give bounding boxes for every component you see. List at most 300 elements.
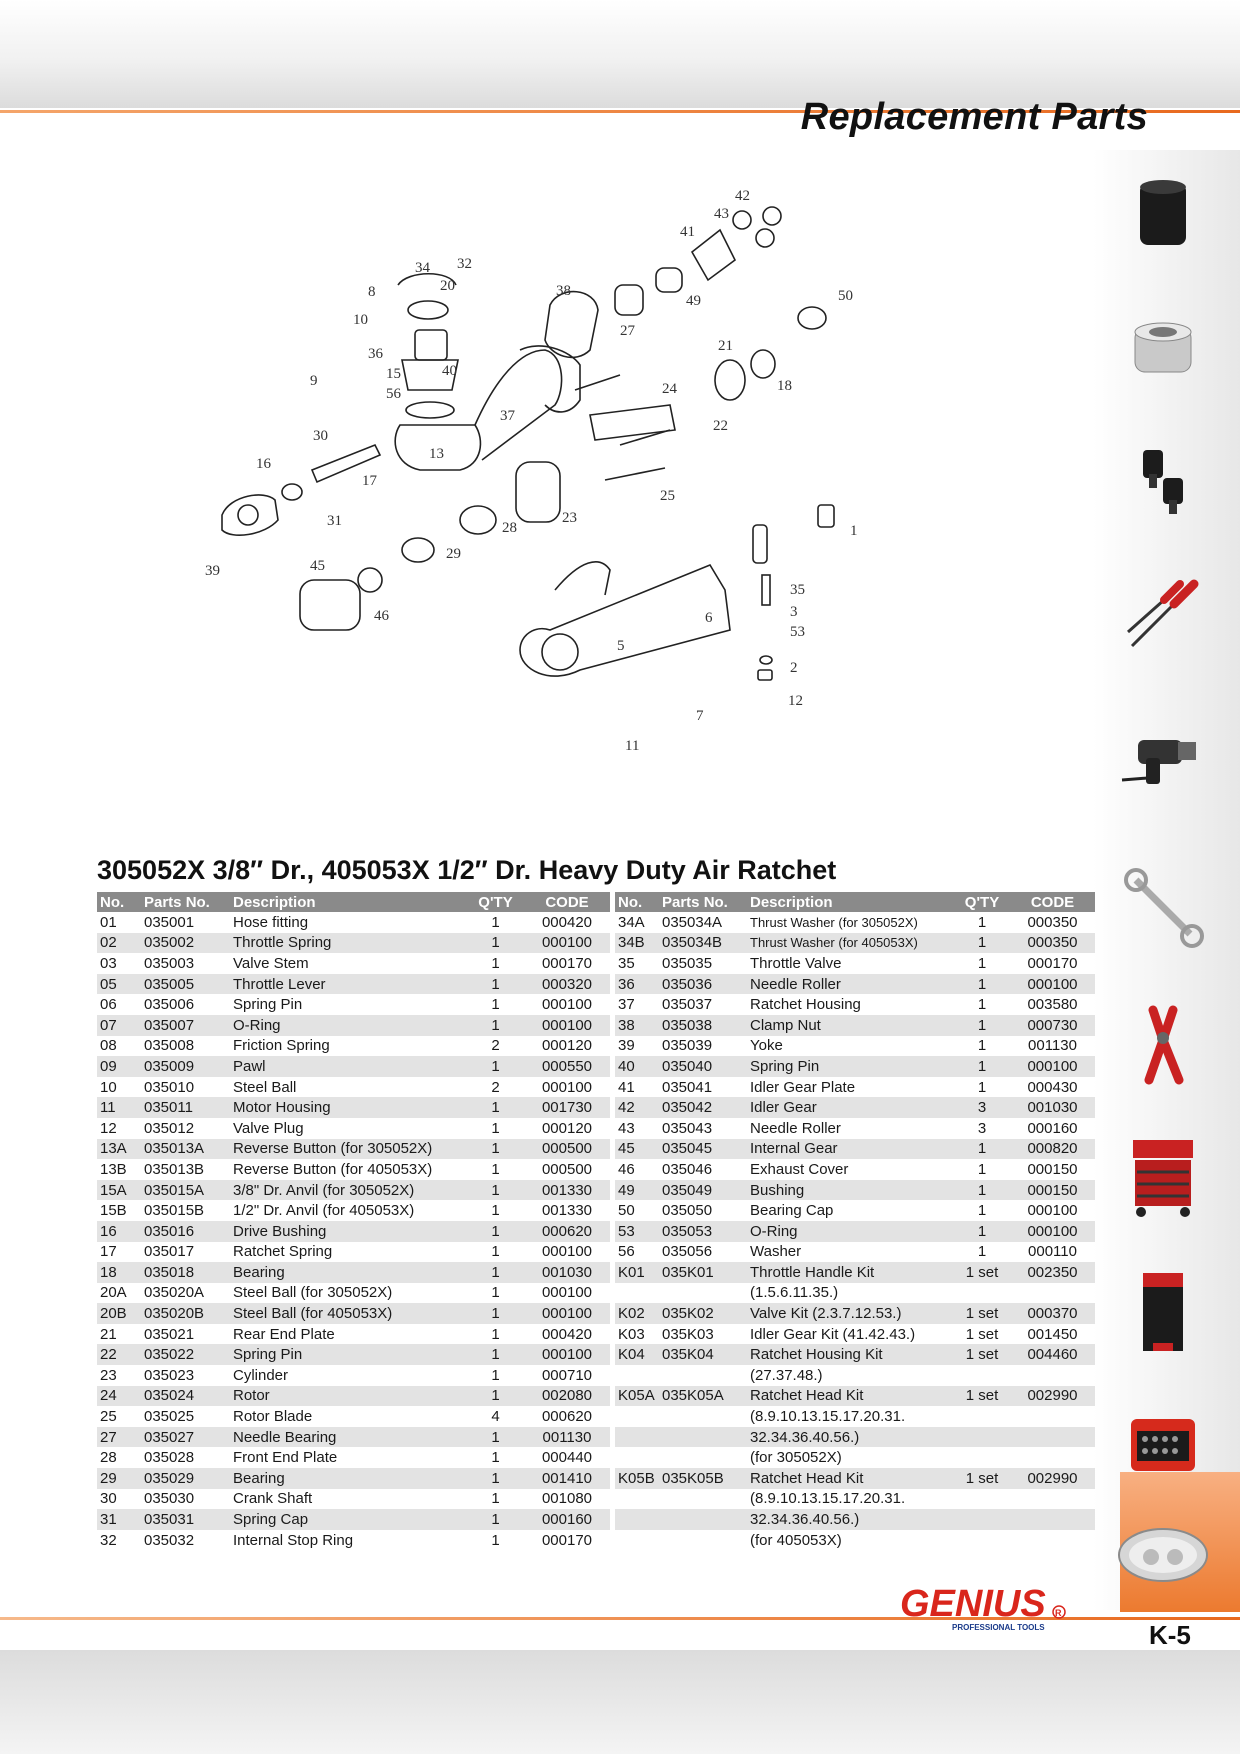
table-row xyxy=(97,1427,610,1448)
table-row xyxy=(97,1283,610,1304)
cell-code: 000420 xyxy=(541,1325,593,1343)
table-row xyxy=(97,1406,610,1427)
cell-parts-no: 035053 xyxy=(659,1221,747,1242)
cell-parts-no: 035042 xyxy=(659,1097,747,1118)
cell-description: Throttle Lever xyxy=(230,974,467,995)
cell-code: 000160 xyxy=(1027,1119,1078,1137)
cell-code: 002080 xyxy=(524,1386,610,1407)
cell-description: O-Ring xyxy=(230,1015,467,1036)
table-row xyxy=(615,1509,1095,1530)
cell-qty: 1 xyxy=(977,1037,987,1055)
rotor-blades xyxy=(575,375,670,480)
cell-qty: 1 xyxy=(491,1202,500,1220)
svg-text:25: 25 xyxy=(660,488,675,504)
header-no: No. xyxy=(97,892,141,912)
svg-text:6: 6 xyxy=(705,610,713,626)
cell-description: 32.34.36.40.56.) xyxy=(747,1509,954,1530)
cell-parts-no: 035036 xyxy=(659,974,747,995)
drive-bushing xyxy=(282,484,302,500)
table-row xyxy=(615,933,1095,954)
table-row xyxy=(97,1015,610,1036)
cell-code: 003580 xyxy=(1027,996,1078,1014)
cell-no: 46 xyxy=(618,1160,635,1178)
impact-wrench-icon[interactable] xyxy=(1108,712,1218,802)
cell-description: Thrust Washer (for 305052X) xyxy=(750,914,918,930)
header-parts-no: Parts No. xyxy=(141,892,230,912)
cell-code: 001030 xyxy=(1010,1097,1095,1118)
cell-qty: 1 xyxy=(467,1468,524,1489)
svg-text:30: 30 xyxy=(313,428,328,444)
cell-qty: 1 set xyxy=(954,1344,1010,1365)
cell-no: 21 xyxy=(100,1325,117,1343)
cell-no: 15A xyxy=(97,1180,141,1201)
cell-description: Throttle Valve xyxy=(750,954,842,972)
cell-qty: 1 xyxy=(954,1139,1010,1160)
bearing-cap xyxy=(798,307,826,329)
tool-board-icon[interactable] xyxy=(1108,1265,1218,1355)
housing-port xyxy=(542,634,578,670)
cell-no: 20A xyxy=(100,1284,127,1302)
cell-no xyxy=(615,1447,659,1468)
cell-qty: 1 xyxy=(977,996,987,1014)
yoke xyxy=(222,495,278,535)
cell-description: Pawl xyxy=(230,1056,467,1077)
table-row xyxy=(97,1200,610,1221)
cell-no xyxy=(615,1427,659,1448)
cell-code: 000320 xyxy=(524,974,610,995)
svg-text:38: 38 xyxy=(556,283,571,299)
cell-no xyxy=(615,1365,659,1386)
table-row xyxy=(615,1097,1095,1118)
cell-description: Ratchet Spring xyxy=(233,1243,333,1261)
cell-qty: 1 set xyxy=(954,1262,1010,1283)
cell-description: Bearing xyxy=(230,1262,467,1283)
cell-parts-no: 035045 xyxy=(659,1139,747,1160)
cell-qty: 1 xyxy=(467,1056,524,1077)
cell-parts-no: 035015B xyxy=(144,1202,205,1220)
cell-description: Reverse Button (for 405053X) xyxy=(233,1160,433,1178)
header-code: CODE xyxy=(1010,892,1095,912)
cell-qty: 1 xyxy=(467,1139,524,1160)
svg-text:7: 7 xyxy=(696,708,704,724)
cell-code: 000500 xyxy=(541,1160,593,1178)
table-row xyxy=(97,1221,610,1242)
cell-parts-no: 035K04 xyxy=(659,1344,747,1365)
cell-no: 38 xyxy=(615,1015,659,1036)
cell-qty: 1 xyxy=(491,1160,500,1178)
table-row xyxy=(97,1324,610,1345)
anvil xyxy=(415,330,447,360)
cell-parts-no: 035037 xyxy=(662,996,713,1014)
cell-qty: 1 xyxy=(467,974,524,995)
cell-code: 001330 xyxy=(524,1180,610,1201)
cell-no: 31 xyxy=(97,1509,141,1530)
housing-neck xyxy=(520,346,580,412)
cell-no: 08 xyxy=(100,1037,117,1055)
cell-no: 49 xyxy=(615,1180,659,1201)
cell-no: 12 xyxy=(100,1119,117,1137)
cell-code xyxy=(1010,1365,1095,1386)
cell-qty: 1 xyxy=(491,1119,500,1137)
cell-description: Steel Ball (for 305052X) xyxy=(233,1284,393,1302)
cell-description: Valve Stem xyxy=(233,954,309,972)
cell-no: 45 xyxy=(615,1139,659,1160)
table-row xyxy=(97,1159,610,1180)
cell-code xyxy=(1010,1283,1095,1304)
cell-code: 000350 xyxy=(1010,933,1095,954)
cell-parts-no: 035040 xyxy=(659,1056,747,1077)
cell-code: 000100 xyxy=(541,1284,593,1302)
cell-no: 24 xyxy=(97,1386,141,1407)
cell-code: 000100 xyxy=(524,1344,610,1365)
svg-text:12: 12 xyxy=(788,693,803,709)
thrust-washer xyxy=(408,301,448,319)
table-row xyxy=(615,1159,1095,1180)
cell-parts-no: 035K01 xyxy=(659,1262,747,1283)
svg-text:1: 1 xyxy=(850,523,858,539)
cell-parts-no: 035046 xyxy=(662,1160,713,1178)
svg-text:43: 43 xyxy=(714,206,729,222)
cell-no: 05 xyxy=(97,974,141,995)
cell-parts-no: 035034A xyxy=(662,913,723,931)
cell-qty: 1 xyxy=(467,1180,524,1201)
table-row xyxy=(615,1489,1095,1510)
cell-no: 06 xyxy=(100,996,117,1014)
table-row xyxy=(615,1036,1095,1057)
cell-code: 001450 xyxy=(1027,1325,1078,1343)
table-row xyxy=(97,994,610,1015)
cell-qty: 1 set xyxy=(965,1325,999,1343)
cell-no: 32 xyxy=(100,1531,117,1549)
cell-qty xyxy=(954,1447,1010,1468)
cell-parts-no: 035K02 xyxy=(659,1303,747,1324)
cell-code: 000350 xyxy=(1027,913,1078,931)
cell-description: Throttle Spring xyxy=(230,933,467,954)
genius-logo xyxy=(900,1580,1070,1632)
cell-code: 000620 xyxy=(524,1221,610,1242)
cell-description: Idler Gear Kit (41.42.43.) xyxy=(750,1325,916,1343)
cell-description: Spring Pin xyxy=(233,996,303,1014)
cell-parts-no: 035038 xyxy=(659,1015,747,1036)
cell-qty: 1 xyxy=(954,933,1010,954)
svg-text:21: 21 xyxy=(718,338,733,354)
cell-no: 37 xyxy=(618,996,635,1014)
cell-description: Valve Plug xyxy=(233,1119,304,1137)
cell-qty xyxy=(954,1365,1010,1386)
svg-text:36: 36 xyxy=(368,346,383,362)
throttle-lever xyxy=(555,562,610,595)
throttle-valve xyxy=(753,525,767,563)
needle-bearing xyxy=(615,285,643,315)
cell-parts-no: 035009 xyxy=(141,1056,230,1077)
cell-parts-no: 035025 xyxy=(144,1408,195,1426)
table-row xyxy=(97,1139,610,1160)
cell-description: Spring Pin xyxy=(230,1344,467,1365)
cell-no: 53 xyxy=(615,1221,659,1242)
svg-text:18: 18 xyxy=(777,378,792,394)
cell-code: 000620 xyxy=(541,1408,593,1426)
svg-text:50: 50 xyxy=(838,288,853,304)
socket-icon[interactable] xyxy=(1108,170,1218,260)
cell-description: Yoke xyxy=(750,1037,783,1055)
cell-parts-no: 035030 xyxy=(144,1490,195,1508)
motor-housing xyxy=(520,565,730,676)
cell-code: 001130 xyxy=(524,1427,610,1448)
rotor xyxy=(590,405,675,440)
cell-code: 000110 xyxy=(1028,1243,1077,1261)
cell-code: 000100 xyxy=(541,1243,593,1261)
cell-description: Reverse Button (for 305052X) xyxy=(230,1139,467,1160)
cell-parts-no: 035029 xyxy=(141,1468,230,1489)
screwdrivers-icon[interactable] xyxy=(1108,570,1218,660)
cell-qty: 1 xyxy=(954,1015,1010,1036)
cell-qty: 1 xyxy=(491,954,500,972)
cell-code: 000100 xyxy=(524,1303,610,1324)
cell-no: 09 xyxy=(97,1056,141,1077)
cell-code: 000550 xyxy=(524,1056,610,1077)
table-row xyxy=(615,974,1095,995)
cell-no: 43 xyxy=(618,1119,635,1137)
cell-parts-no: 035041 xyxy=(662,1078,713,1096)
cell-no: 40 xyxy=(615,1056,659,1077)
cell-code xyxy=(1010,1447,1095,1468)
svg-text:31: 31 xyxy=(327,513,342,529)
cell-parts-no: 035039 xyxy=(662,1037,713,1055)
cell-description: 32.34.36.40.56.) xyxy=(747,1427,954,1448)
cell-qty: 1 xyxy=(977,1202,987,1220)
svg-text:49: 49 xyxy=(686,293,701,309)
table-row xyxy=(97,1489,610,1510)
cell-no xyxy=(615,1530,659,1551)
cell-code xyxy=(1010,1509,1095,1530)
cell-description: (27.37.48.) xyxy=(750,1366,823,1384)
cell-qty: 1 xyxy=(954,974,1010,995)
cell-qty: 1 xyxy=(491,1325,500,1343)
cell-qty: 1 xyxy=(491,996,500,1014)
cell-description: Hose fitting xyxy=(233,913,309,931)
svg-text:35: 35 xyxy=(790,582,805,598)
table-row xyxy=(97,933,610,954)
cell-code: 004460 xyxy=(1010,1344,1095,1365)
cell-parts-no: 035023 xyxy=(144,1366,195,1384)
tool-cabinet-icon[interactable] xyxy=(1108,1130,1218,1220)
cell-no: 11 xyxy=(97,1097,141,1118)
table-header-row xyxy=(97,892,610,912)
svg-text:27: 27 xyxy=(620,323,635,339)
cell-code: 000440 xyxy=(541,1449,593,1467)
chrome-socket-icon[interactable] xyxy=(1108,305,1218,395)
table-row xyxy=(97,1097,610,1118)
cell-code: 000370 xyxy=(1010,1303,1095,1324)
cell-qty: 1 set xyxy=(954,1303,1010,1324)
cell-parts-no: 035056 xyxy=(662,1243,713,1261)
cell-parts-no: 035021 xyxy=(144,1325,195,1343)
cell-no: K04 xyxy=(615,1344,659,1365)
svg-text:16: 16 xyxy=(256,456,271,472)
cell-code: 000500 xyxy=(524,1139,610,1160)
cell-code: 000710 xyxy=(541,1366,593,1384)
rear-end-plate xyxy=(715,360,745,400)
table-row xyxy=(615,1468,1095,1489)
table-row xyxy=(97,1242,610,1263)
ratchet-housing-body xyxy=(475,350,562,460)
cell-code: 001410 xyxy=(524,1468,610,1489)
cell-no: 56 xyxy=(618,1243,635,1261)
cell-description: Friction Spring xyxy=(233,1037,330,1055)
svg-text:42: 42 xyxy=(735,188,750,204)
cell-description: Idler Gear Plate xyxy=(750,1078,856,1096)
cell-qty xyxy=(954,1283,1010,1304)
cell-qty: 1 xyxy=(467,1221,524,1242)
cell-qty: 3 xyxy=(954,1097,1010,1118)
page-title: Replacement Parts xyxy=(800,96,1148,138)
cell-description: Steel Ball (for 405053X) xyxy=(230,1303,467,1324)
cell-no: K05B xyxy=(615,1468,659,1489)
cell-parts-no xyxy=(659,1283,747,1304)
cell-code: 000100 xyxy=(1027,1202,1078,1220)
cell-parts-no: 035032 xyxy=(144,1531,195,1549)
table-row xyxy=(97,1036,610,1057)
cell-qty: 1 xyxy=(467,1344,524,1365)
front-bearing xyxy=(402,538,434,562)
cell-description: (for 305052X) xyxy=(750,1449,842,1467)
cell-description: Clamp Nut xyxy=(747,1015,954,1036)
table-row xyxy=(97,1468,610,1489)
svg-text:R: R xyxy=(1055,1608,1062,1618)
header-parts-no: Parts No. xyxy=(659,892,747,912)
cell-description: Ratchet Head Kit xyxy=(747,1386,954,1407)
cell-qty: 1 xyxy=(977,1243,987,1261)
cell-description: Crank Shaft xyxy=(233,1490,313,1508)
cell-description: Drive Bushing xyxy=(230,1221,467,1242)
svg-text:24: 24 xyxy=(662,381,677,397)
cell-description: Ratchet Housing Kit xyxy=(747,1344,954,1365)
cell-code: 000120 xyxy=(541,1037,593,1055)
cell-description: Throttle Handle Kit xyxy=(747,1262,954,1283)
table-row xyxy=(97,1118,610,1139)
svg-text:17: 17 xyxy=(362,473,377,489)
cell-parts-no: 035007 xyxy=(141,1015,230,1036)
cell-no: K01 xyxy=(615,1262,659,1283)
cell-code: 000730 xyxy=(1010,1015,1095,1036)
cell-parts-no xyxy=(659,1365,747,1386)
cell-code: 002350 xyxy=(1010,1262,1095,1283)
svg-text:45: 45 xyxy=(310,558,325,574)
svg-text:11: 11 xyxy=(625,738,640,754)
cell-qty: 1 xyxy=(491,1243,500,1261)
cell-no: 34A xyxy=(618,913,645,931)
table-row xyxy=(615,1344,1095,1365)
cell-qty xyxy=(954,1427,1010,1448)
tool-case-icon[interactable] xyxy=(1108,1400,1218,1490)
cell-description: Bushing xyxy=(747,1180,954,1201)
footer-band xyxy=(0,1650,1240,1754)
cell-description: Ratchet Head Kit xyxy=(747,1468,954,1489)
header-description: Description xyxy=(747,892,954,912)
cell-parts-no xyxy=(659,1489,747,1510)
cell-code: 000100 xyxy=(1010,1056,1095,1077)
cell-no: 02 xyxy=(97,933,141,954)
cell-no: 13B xyxy=(100,1160,127,1178)
table-row xyxy=(97,1180,610,1201)
cell-no: 27 xyxy=(97,1427,141,1448)
svg-text:5: 5 xyxy=(617,638,625,654)
cell-parts-no: 035K05B xyxy=(659,1468,747,1489)
cell-no: 18 xyxy=(97,1262,141,1283)
svg-text:13: 13 xyxy=(429,446,444,462)
header-band xyxy=(0,0,1240,108)
cell-qty: 1 set xyxy=(954,1468,1010,1489)
cell-parts-no: 035050 xyxy=(662,1202,713,1220)
cell-code: 000100 xyxy=(524,933,610,954)
cell-parts-no xyxy=(659,1447,747,1468)
rear-bearing xyxy=(751,350,775,378)
cell-qty xyxy=(954,1530,1010,1551)
cell-code: 000150 xyxy=(1010,1180,1095,1201)
cell-description: Needle Roller xyxy=(750,1119,841,1137)
cell-qty: 1 xyxy=(977,954,987,972)
exploded-parts-diagram xyxy=(205,188,1020,800)
parts-table-left xyxy=(97,892,610,1550)
combination-wrench-icon[interactable] xyxy=(1108,862,1218,952)
cell-description: Bearing xyxy=(230,1468,467,1489)
parts-table-right xyxy=(615,892,1095,1550)
cell-no: 36 xyxy=(615,974,659,995)
cell-parts-no: 035006 xyxy=(144,996,195,1014)
cell-qty: 1 xyxy=(467,1303,524,1324)
svg-text:8: 8 xyxy=(368,284,376,300)
table-row xyxy=(97,1447,610,1468)
pliers-icon[interactable] xyxy=(1108,1000,1218,1090)
svg-text:3: 3 xyxy=(790,604,798,620)
cell-qty: 1 xyxy=(954,1180,1010,1201)
cell-code: 000170 xyxy=(541,1531,593,1549)
svg-text:53: 53 xyxy=(790,624,805,640)
logo-tagline: PROFESSIONAL TOOLS xyxy=(952,1623,1045,1632)
cell-code: 001330 xyxy=(541,1202,593,1220)
cell-parts-no: 035049 xyxy=(659,1180,747,1201)
svg-text:40: 40 xyxy=(442,363,457,379)
table-row xyxy=(615,1200,1095,1221)
table-row xyxy=(615,1365,1095,1386)
cell-parts-no: 035017 xyxy=(144,1243,195,1261)
cell-description: Internal Stop Ring xyxy=(233,1531,354,1549)
cell-qty: 1 xyxy=(977,913,987,931)
cell-code xyxy=(1010,1406,1095,1427)
cell-code: 000430 xyxy=(1027,1078,1078,1096)
table-row xyxy=(97,912,610,933)
cell-no: 22 xyxy=(97,1344,141,1365)
cell-no: 25 xyxy=(100,1408,117,1426)
table-row xyxy=(97,1262,610,1283)
table-row xyxy=(615,1303,1095,1324)
cell-qty: 1 xyxy=(954,1221,1010,1242)
table-row xyxy=(615,1015,1095,1036)
cell-description: Idler Gear xyxy=(747,1097,954,1118)
header-description: Description xyxy=(230,892,467,912)
cell-description: 3/8" Dr. Anvil (for 305052X) xyxy=(230,1180,467,1201)
magnetic-tray-icon[interactable] xyxy=(1108,1510,1218,1600)
impact-bits-icon[interactable] xyxy=(1108,435,1218,525)
svg-text:20: 20 xyxy=(440,278,455,294)
svg-text:37: 37 xyxy=(500,408,515,424)
cell-description: Motor Housing xyxy=(230,1097,467,1118)
cell-code: 001030 xyxy=(524,1262,610,1283)
cell-no: 50 xyxy=(618,1202,635,1220)
svg-text:9: 9 xyxy=(310,373,318,389)
cell-no: 39 xyxy=(618,1037,635,1055)
front-end-plate xyxy=(460,506,496,534)
